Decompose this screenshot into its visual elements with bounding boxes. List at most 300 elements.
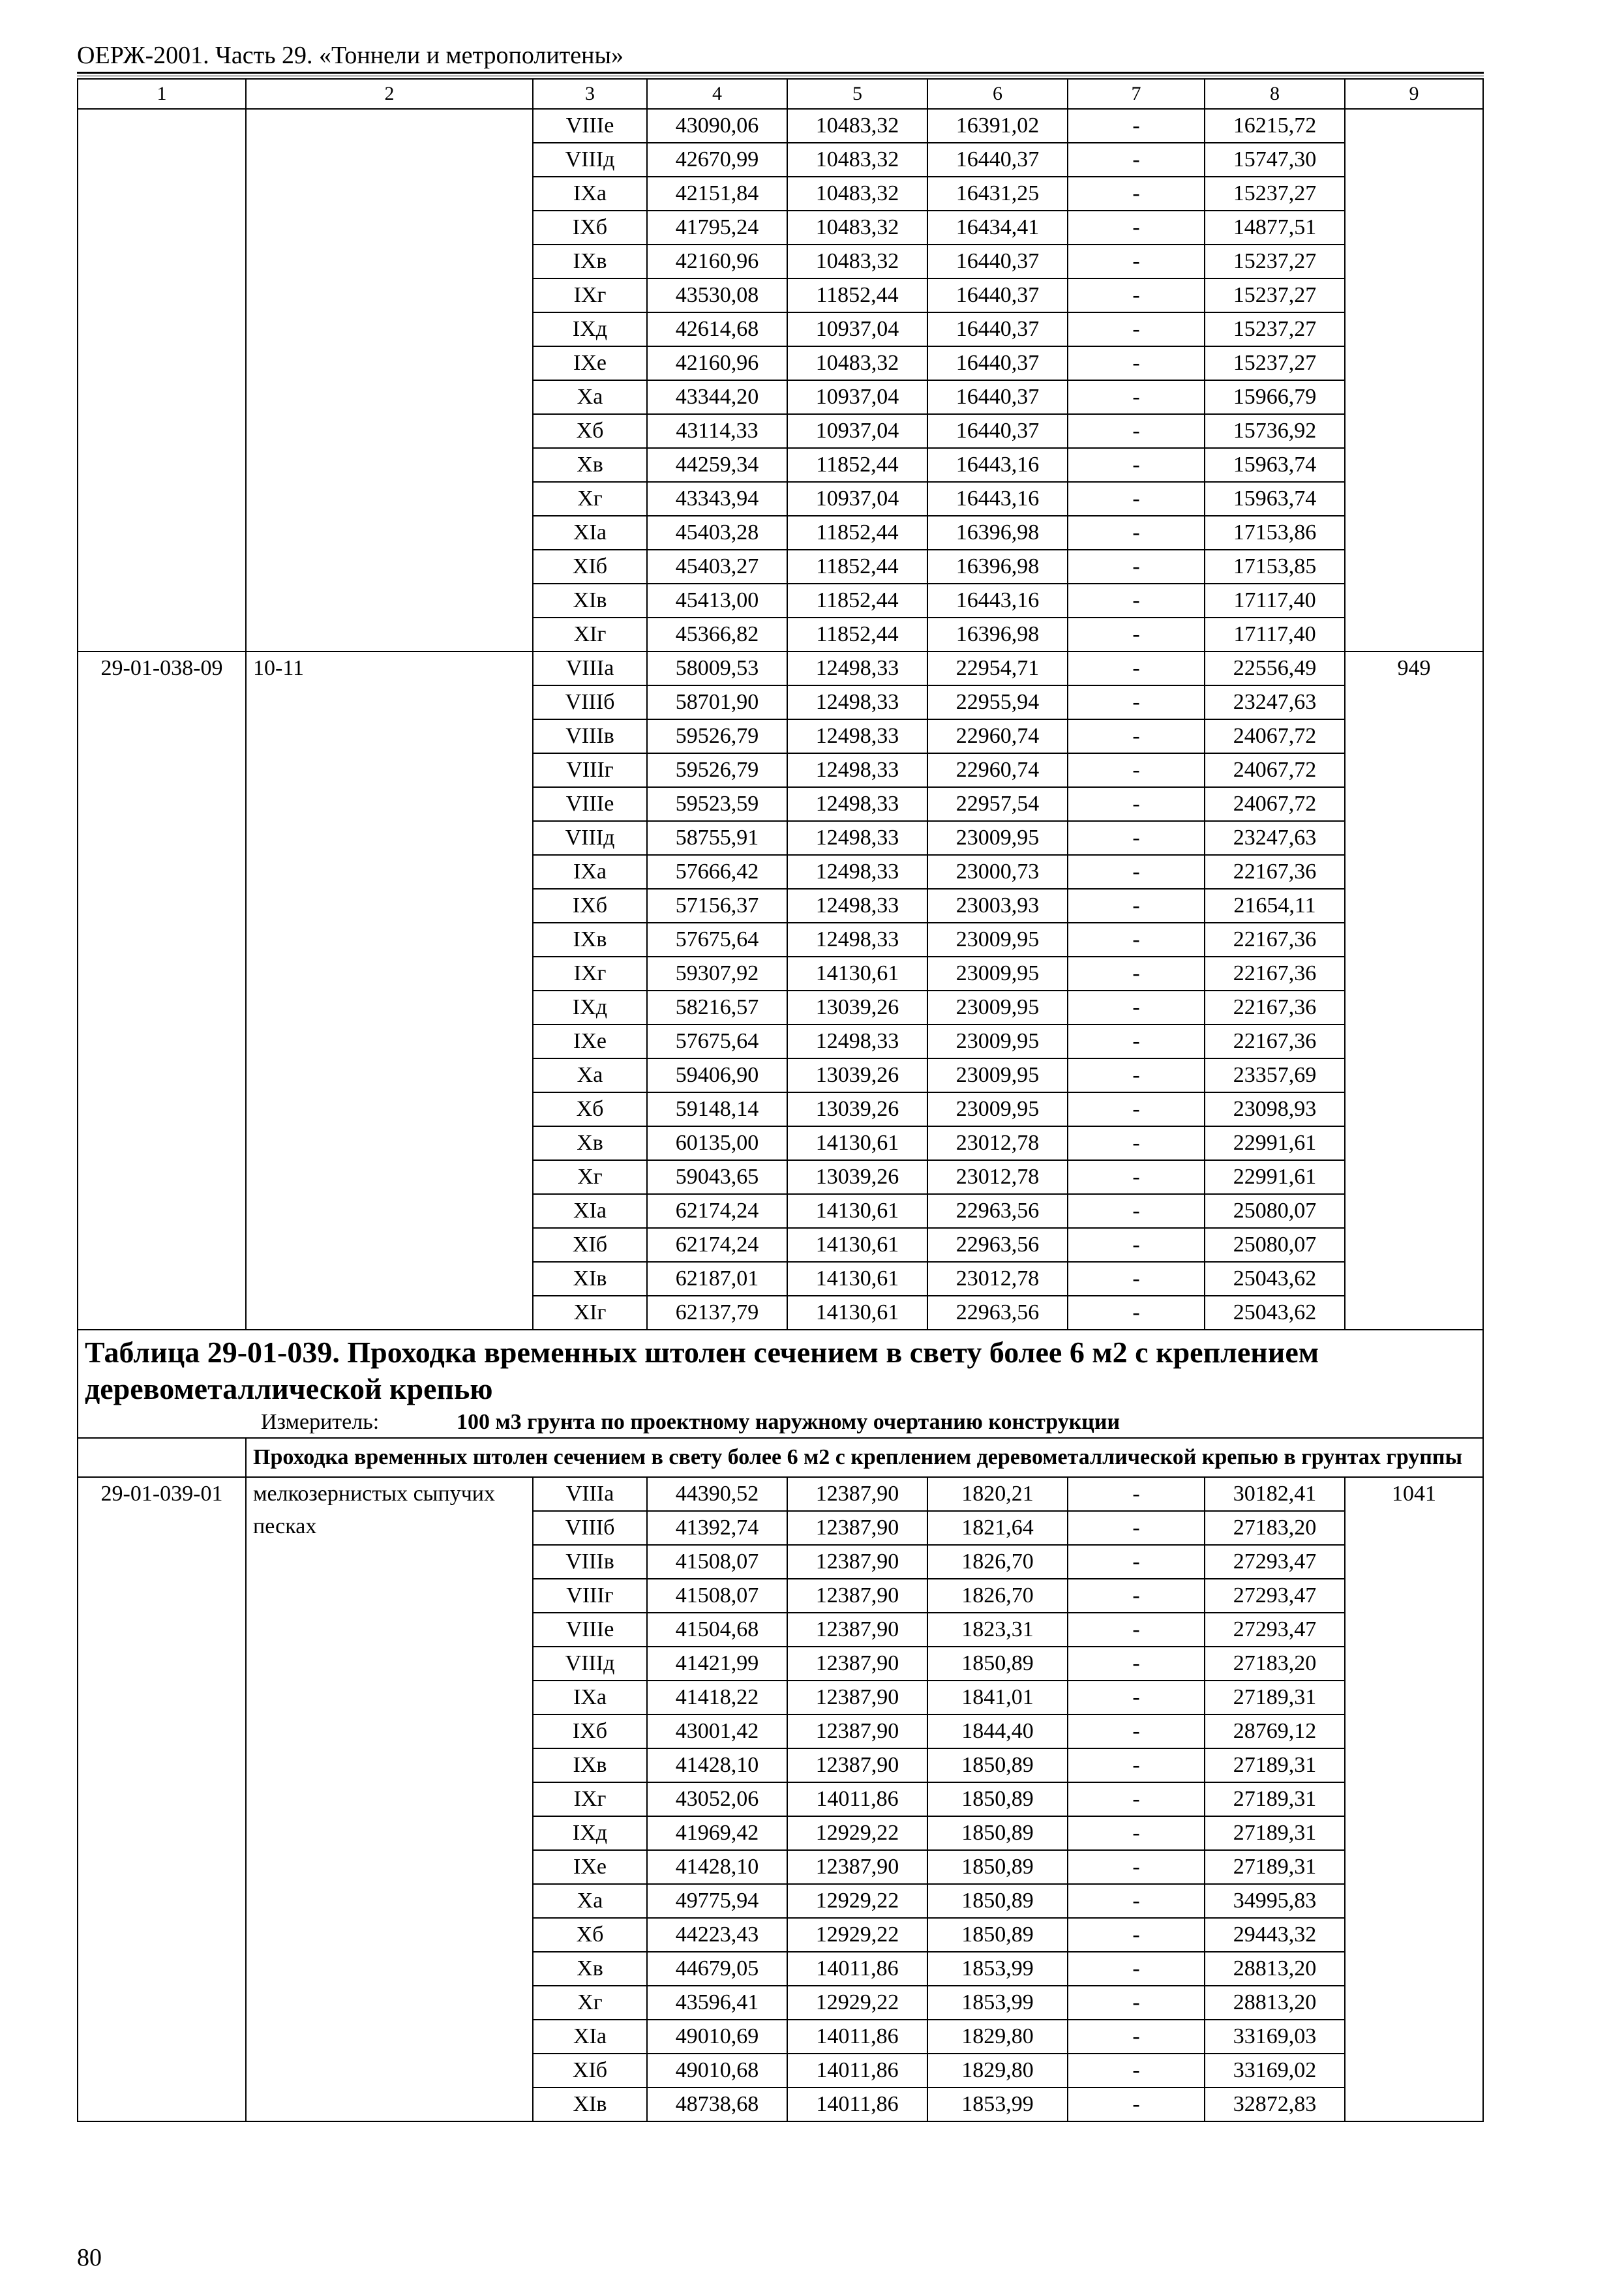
value-cell: 16440,37 xyxy=(927,346,1068,380)
table-title-cell xyxy=(78,1330,1483,1438)
soil-group: VIIIе xyxy=(533,787,647,821)
value-cell: 15963,74 xyxy=(1205,448,1345,482)
value-cell: 43090,06 xyxy=(647,109,787,143)
column-number: 1 xyxy=(78,79,246,109)
value-cell: 10483,32 xyxy=(787,177,927,211)
value-cell: 62137,79 xyxy=(647,1296,787,1330)
value-cell: - xyxy=(1068,821,1205,855)
value-cell: 41508,07 xyxy=(647,1545,787,1579)
value-cell: - xyxy=(1068,584,1205,618)
value-cell: 23009,95 xyxy=(927,991,1068,1025)
soil-group: IXв xyxy=(533,245,647,278)
value-cell: 22963,56 xyxy=(927,1296,1068,1330)
value-cell: 15237,27 xyxy=(1205,177,1345,211)
value-cell: 1850,89 xyxy=(927,1782,1068,1816)
value-cell: 14011,86 xyxy=(787,1952,927,1986)
value-cell: - xyxy=(1068,1228,1205,1262)
value-cell: 22955,94 xyxy=(927,685,1068,719)
column-number: 4 xyxy=(647,79,787,109)
value-cell: 43001,42 xyxy=(647,1714,787,1748)
value-cell: 10937,04 xyxy=(787,380,927,414)
value-cell: 27189,31 xyxy=(1205,1816,1345,1850)
value-cell: 33169,02 xyxy=(1205,2054,1345,2087)
value-cell: 12498,33 xyxy=(787,923,927,957)
value-cell: 60135,00 xyxy=(647,1126,787,1160)
value-cell: 28813,20 xyxy=(1205,1952,1345,1986)
value-cell: - xyxy=(1068,1579,1205,1613)
value-cell: 16391,02 xyxy=(927,109,1068,143)
column-number: 6 xyxy=(927,79,1068,109)
value-cell: - xyxy=(1068,1262,1205,1296)
value-cell: 43052,06 xyxy=(647,1782,787,1816)
value-cell: - xyxy=(1068,245,1205,278)
value-cell: 14130,61 xyxy=(787,1296,927,1330)
subheading-spacer xyxy=(78,1438,246,1477)
value-cell: 12387,90 xyxy=(787,1477,927,1511)
soil-group: Xа xyxy=(533,380,647,414)
measure-line xyxy=(85,1407,1476,1437)
value-cell: 23247,63 xyxy=(1205,821,1345,855)
value-cell: 16440,37 xyxy=(927,278,1068,312)
value-cell: 22963,56 xyxy=(927,1228,1068,1262)
soil-group: XIа xyxy=(533,2020,647,2054)
value-cell: 44259,34 xyxy=(647,448,787,482)
value-cell: - xyxy=(1068,1511,1205,1545)
value-cell: 10483,32 xyxy=(787,211,927,245)
value-cell: 27189,31 xyxy=(1205,1782,1345,1816)
value-cell: 14130,61 xyxy=(787,1194,927,1228)
value-cell: - xyxy=(1068,1160,1205,1194)
value-cell: 45403,28 xyxy=(647,516,787,550)
value-cell: 32872,83 xyxy=(1205,2087,1345,2121)
value-cell: 42151,84 xyxy=(647,177,787,211)
value-cell: 12498,33 xyxy=(787,855,927,889)
value-cell: 23003,93 xyxy=(927,889,1068,923)
value-cell: 11852,44 xyxy=(787,618,927,651)
value-cell: 23009,95 xyxy=(927,1025,1068,1058)
soil-group: IXб xyxy=(533,1714,647,1748)
value-cell: - xyxy=(1068,651,1205,685)
value-cell: 23009,95 xyxy=(927,957,1068,991)
value-cell: 17153,86 xyxy=(1205,516,1345,550)
value-cell: 22167,36 xyxy=(1205,1025,1345,1058)
value-cell: 12387,90 xyxy=(787,1850,927,1884)
subheading-row xyxy=(78,1438,1483,1477)
value-cell: 62187,01 xyxy=(647,1262,787,1296)
value-cell: 1853,99 xyxy=(927,1986,1068,2020)
soil-group: IXа xyxy=(533,855,647,889)
value-cell: 16440,37 xyxy=(927,414,1068,448)
soil-group: Xг xyxy=(533,1160,647,1194)
value-cell: 1850,89 xyxy=(927,1647,1068,1681)
value-cell: 23012,78 xyxy=(927,1126,1068,1160)
value-cell: 12387,90 xyxy=(787,1748,927,1782)
value-cell: 14130,61 xyxy=(787,1126,927,1160)
value-cell: - xyxy=(1068,753,1205,787)
soil-group: IXа xyxy=(533,177,647,211)
value-cell: 41392,74 xyxy=(647,1511,787,1545)
value-cell: 27189,31 xyxy=(1205,1748,1345,1782)
value-cell: 45403,27 xyxy=(647,550,787,584)
column-9-empty xyxy=(1345,109,1483,651)
value-cell: 16443,16 xyxy=(927,482,1068,516)
value-cell: 11852,44 xyxy=(787,584,927,618)
value-cell: 43530,08 xyxy=(647,278,787,312)
value-cell: 57156,37 xyxy=(647,889,787,923)
value-cell: 58216,57 xyxy=(647,991,787,1025)
value-cell: - xyxy=(1068,1025,1205,1058)
measure-label: Измеритель: xyxy=(261,1410,380,1434)
value-cell: - xyxy=(1068,1850,1205,1884)
value-cell: - xyxy=(1068,1126,1205,1160)
value-cell: 23009,95 xyxy=(927,1058,1068,1092)
value-cell: 22167,36 xyxy=(1205,855,1345,889)
value-cell: 11852,44 xyxy=(787,550,927,584)
soil-group: XIа xyxy=(533,1194,647,1228)
value-cell: 28813,20 xyxy=(1205,1986,1345,2020)
value-cell: 14011,86 xyxy=(787,2054,927,2087)
value-cell: 17117,40 xyxy=(1205,584,1345,618)
value-cell: 15237,27 xyxy=(1205,346,1345,380)
soil-group: XIб xyxy=(533,550,647,584)
value-cell: 27189,31 xyxy=(1205,1681,1345,1714)
soil-group: IXд xyxy=(533,991,647,1025)
value-cell: 22167,36 xyxy=(1205,923,1345,957)
value-cell: 24067,72 xyxy=(1205,719,1345,753)
soil-group: XIа xyxy=(533,516,647,550)
value-cell: 58701,90 xyxy=(647,685,787,719)
value-cell: 22957,54 xyxy=(927,787,1068,821)
soil-group: XIб xyxy=(533,2054,647,2087)
value-cell: 13039,26 xyxy=(787,1160,927,1194)
value-cell: - xyxy=(1068,109,1205,143)
value-cell: 44679,05 xyxy=(647,1952,787,1986)
value-cell: - xyxy=(1068,312,1205,346)
table-row xyxy=(78,1477,1483,1511)
page-number: 80 xyxy=(77,2244,102,2271)
value-cell: 57675,64 xyxy=(647,1025,787,1058)
value-cell: - xyxy=(1068,346,1205,380)
value-cell: 1853,99 xyxy=(927,1952,1068,1986)
value-cell: 14877,51 xyxy=(1205,211,1345,245)
value-cell: 17117,40 xyxy=(1205,618,1345,651)
value-cell: - xyxy=(1068,1647,1205,1681)
value-cell: 10937,04 xyxy=(787,414,927,448)
value-cell: 41428,10 xyxy=(647,1850,787,1884)
value-cell: 15747,30 xyxy=(1205,143,1345,177)
value-cell: 15963,74 xyxy=(1205,482,1345,516)
column-number: 8 xyxy=(1205,79,1345,109)
value-cell: 23009,95 xyxy=(927,821,1068,855)
value-cell: 34995,83 xyxy=(1205,1884,1345,1918)
soil-group: IXе xyxy=(533,1025,647,1058)
value-cell: 14130,61 xyxy=(787,1262,927,1296)
value-cell: 41508,07 xyxy=(647,1579,787,1613)
soil-group: VIIIв xyxy=(533,719,647,753)
value-cell: 12498,33 xyxy=(787,821,927,855)
value-cell: 44223,43 xyxy=(647,1918,787,1952)
value-cell: - xyxy=(1068,550,1205,584)
value-cell: 16396,98 xyxy=(927,550,1068,584)
value-cell: 10483,32 xyxy=(787,245,927,278)
value-cell: 16434,41 xyxy=(927,211,1068,245)
value-cell: 49010,69 xyxy=(647,2020,787,2054)
value-cell: 22960,74 xyxy=(927,753,1068,787)
value-cell: 16443,16 xyxy=(927,584,1068,618)
column-number: 5 xyxy=(787,79,927,109)
soil-group: IXг xyxy=(533,957,647,991)
value-cell: 1850,89 xyxy=(927,1884,1068,1918)
value-cell: 41418,22 xyxy=(647,1681,787,1714)
value-cell: 10937,04 xyxy=(787,312,927,346)
value-cell: 1829,80 xyxy=(927,2020,1068,2054)
value-cell: 59526,79 xyxy=(647,753,787,787)
soil-group: VIIIд xyxy=(533,821,647,855)
column-number: 7 xyxy=(1068,79,1205,109)
soil-group: Xв xyxy=(533,1126,647,1160)
value-cell: 1850,89 xyxy=(927,1918,1068,1952)
value-cell: 10483,32 xyxy=(787,346,927,380)
value-cell: 23009,95 xyxy=(927,1092,1068,1126)
soil-group: XIв xyxy=(533,584,647,618)
value-cell: 12498,33 xyxy=(787,753,927,787)
value-cell: 22991,61 xyxy=(1205,1160,1345,1194)
soil-group: Xб xyxy=(533,414,647,448)
value-cell: 15237,27 xyxy=(1205,278,1345,312)
value-cell: 41504,68 xyxy=(647,1613,787,1647)
value-cell: 1823,31 xyxy=(927,1613,1068,1647)
value-cell: 23009,95 xyxy=(927,923,1068,957)
value-cell: - xyxy=(1068,482,1205,516)
value-cell: 24067,72 xyxy=(1205,787,1345,821)
value-cell: 16440,37 xyxy=(927,143,1068,177)
value-cell: 49775,94 xyxy=(647,1884,787,1918)
column-9-value: 1041 xyxy=(1345,1477,1483,2121)
value-cell: - xyxy=(1068,2087,1205,2121)
rate-code-empty xyxy=(78,109,246,651)
value-cell: 22954,71 xyxy=(927,651,1068,685)
value-cell: 13039,26 xyxy=(787,1058,927,1092)
value-cell: 41969,42 xyxy=(647,1816,787,1850)
value-cell: - xyxy=(1068,957,1205,991)
value-cell: - xyxy=(1068,1194,1205,1228)
value-cell: - xyxy=(1068,177,1205,211)
value-cell: 1829,80 xyxy=(927,2054,1068,2087)
subheading: Проходка временных штолен сечением в свету более 6 м2 с креплением деревометаллической крепью в грунтах группы xyxy=(246,1438,1483,1477)
value-cell: 12929,22 xyxy=(787,1816,927,1850)
rate-name: мелкозернистых сыпучих песках xyxy=(246,1477,533,2121)
value-cell: 27293,47 xyxy=(1205,1545,1345,1579)
rate-code: 29-01-039-01 xyxy=(78,1477,246,2121)
value-cell: 12387,90 xyxy=(787,1545,927,1579)
value-cell: 45413,00 xyxy=(647,584,787,618)
soil-group: IXг xyxy=(533,1782,647,1816)
value-cell: 16440,37 xyxy=(927,245,1068,278)
value-cell: 23098,93 xyxy=(1205,1092,1345,1126)
soil-group: Xа xyxy=(533,1058,647,1092)
value-cell: 14011,86 xyxy=(787,2087,927,2121)
soil-group: VIIIе xyxy=(533,109,647,143)
value-cell: 1850,89 xyxy=(927,1748,1068,1782)
value-cell: - xyxy=(1068,143,1205,177)
soil-group: XIв xyxy=(533,2087,647,2121)
value-cell: 12498,33 xyxy=(787,787,927,821)
value-cell: 43596,41 xyxy=(647,1986,787,2020)
value-cell: - xyxy=(1068,516,1205,550)
value-cell: 1844,40 xyxy=(927,1714,1068,1748)
value-cell: 44390,52 xyxy=(647,1477,787,1511)
value-cell: - xyxy=(1068,2020,1205,2054)
value-cell: 62174,24 xyxy=(647,1228,787,1262)
soil-group: VIIIг xyxy=(533,1579,647,1613)
value-cell: 58755,91 xyxy=(647,821,787,855)
value-cell: - xyxy=(1068,889,1205,923)
value-cell: - xyxy=(1068,991,1205,1025)
value-cell: 11852,44 xyxy=(787,278,927,312)
value-cell: - xyxy=(1068,923,1205,957)
value-cell: 12929,22 xyxy=(787,1918,927,1952)
value-cell: - xyxy=(1068,1986,1205,2020)
value-cell: 59307,92 xyxy=(647,957,787,991)
value-cell: - xyxy=(1068,855,1205,889)
value-cell: 42160,96 xyxy=(647,245,787,278)
value-cell: - xyxy=(1068,1296,1205,1330)
value-cell: 12498,33 xyxy=(787,651,927,685)
value-cell: - xyxy=(1068,380,1205,414)
soil-group: VIIIв xyxy=(533,1545,647,1579)
value-cell: 1841,01 xyxy=(927,1681,1068,1714)
value-cell: 13039,26 xyxy=(787,1092,927,1126)
value-cell: - xyxy=(1068,1884,1205,1918)
soil-group: IXд xyxy=(533,1816,647,1850)
value-cell: 1850,89 xyxy=(927,1816,1068,1850)
value-cell: 16443,16 xyxy=(927,448,1068,482)
value-cell: 12387,90 xyxy=(787,1647,927,1681)
soil-group: Xб xyxy=(533,1092,647,1126)
value-cell: - xyxy=(1068,448,1205,482)
page-header: ОЕРЖ-2001. Часть 29. «Тоннели и метрополитены» xyxy=(77,42,624,69)
value-cell: 42614,68 xyxy=(647,312,787,346)
value-cell: - xyxy=(1068,414,1205,448)
value-cell: 1826,70 xyxy=(927,1545,1068,1579)
soil-group: Xб xyxy=(533,1918,647,1952)
value-cell: 27293,47 xyxy=(1205,1579,1345,1613)
value-cell: 22963,56 xyxy=(927,1194,1068,1228)
value-cell: - xyxy=(1068,1782,1205,1816)
soil-group: IXд xyxy=(533,312,647,346)
value-cell: 43343,94 xyxy=(647,482,787,516)
soil-group: XIб xyxy=(533,1228,647,1262)
value-cell: 12498,33 xyxy=(787,685,927,719)
value-cell: 43114,33 xyxy=(647,414,787,448)
value-cell: 25043,62 xyxy=(1205,1296,1345,1330)
value-cell: 62174,24 xyxy=(647,1194,787,1228)
soil-group: Xв xyxy=(533,1952,647,1986)
value-cell: - xyxy=(1068,1477,1205,1511)
value-cell: - xyxy=(1068,719,1205,753)
value-cell: 10483,32 xyxy=(787,109,927,143)
value-cell: - xyxy=(1068,211,1205,245)
value-cell: 15237,27 xyxy=(1205,245,1345,278)
soil-group: VIIIа xyxy=(533,1477,647,1511)
header-rule-top xyxy=(77,72,1484,74)
value-cell: - xyxy=(1068,1952,1205,1986)
soil-group: Xг xyxy=(533,1986,647,2020)
value-cell: 14130,61 xyxy=(787,1228,927,1262)
value-cell: 10483,32 xyxy=(787,143,927,177)
value-cell: 28769,12 xyxy=(1205,1714,1345,1748)
measure-value: 100 м3 грунта по проектному наружному очертанию конструкции xyxy=(457,1410,1120,1434)
value-cell: 12387,90 xyxy=(787,1613,927,1647)
rate-name: 10-11 xyxy=(246,651,533,1330)
value-cell: 15237,27 xyxy=(1205,312,1345,346)
value-cell: 42160,96 xyxy=(647,346,787,380)
value-cell: - xyxy=(1068,1681,1205,1714)
soil-group: VIIIе xyxy=(533,1613,647,1647)
value-cell: 23000,73 xyxy=(927,855,1068,889)
value-cell: 59043,65 xyxy=(647,1160,787,1194)
value-cell: 59148,14 xyxy=(647,1092,787,1126)
value-cell: 23247,63 xyxy=(1205,685,1345,719)
column-number: 3 xyxy=(533,79,647,109)
value-cell: 30182,41 xyxy=(1205,1477,1345,1511)
value-cell: 58009,53 xyxy=(647,651,787,685)
value-cell: 22556,49 xyxy=(1205,651,1345,685)
value-cell: 23357,69 xyxy=(1205,1058,1345,1092)
value-cell: 27189,31 xyxy=(1205,1850,1345,1884)
soil-group: XIг xyxy=(533,618,647,651)
column-number-row xyxy=(78,79,1483,109)
value-cell: 10937,04 xyxy=(787,482,927,516)
value-cell: 27183,20 xyxy=(1205,1647,1345,1681)
value-cell: 16431,25 xyxy=(927,177,1068,211)
soil-group: Xв xyxy=(533,448,647,482)
value-cell: 16440,37 xyxy=(927,380,1068,414)
value-cell: 59406,90 xyxy=(647,1058,787,1092)
soil-group: IXв xyxy=(533,1748,647,1782)
value-cell: 14130,61 xyxy=(787,957,927,991)
value-cell: - xyxy=(1068,1545,1205,1579)
value-cell: 42670,99 xyxy=(647,143,787,177)
value-cell: 29443,32 xyxy=(1205,1918,1345,1952)
value-cell: 48738,68 xyxy=(647,2087,787,2121)
soil-group: IXа xyxy=(533,1681,647,1714)
soil-group: IXе xyxy=(533,346,647,380)
value-cell: 23012,78 xyxy=(927,1160,1068,1194)
soil-group: IXб xyxy=(533,211,647,245)
column-9-value: 949 xyxy=(1345,651,1483,1330)
soil-group: IXе xyxy=(533,1850,647,1884)
table-title-row xyxy=(78,1330,1483,1438)
value-cell: 27183,20 xyxy=(1205,1511,1345,1545)
soil-group: IXб xyxy=(533,889,647,923)
value-cell: 1850,89 xyxy=(927,1850,1068,1884)
soil-group: VIIIа xyxy=(533,651,647,685)
value-cell: - xyxy=(1068,618,1205,651)
value-cell: 23012,78 xyxy=(927,1262,1068,1296)
value-cell: 57666,42 xyxy=(647,855,787,889)
value-cell: 12929,22 xyxy=(787,1986,927,2020)
soil-group: VIIIд xyxy=(533,143,647,177)
value-cell: 59526,79 xyxy=(647,719,787,753)
soil-group: IXв xyxy=(533,923,647,957)
value-cell: - xyxy=(1068,278,1205,312)
value-cell: 21654,11 xyxy=(1205,889,1345,923)
soil-group: VIIIб xyxy=(533,1511,647,1545)
value-cell: 16396,98 xyxy=(927,516,1068,550)
value-cell: 25080,07 xyxy=(1205,1228,1345,1262)
value-cell: - xyxy=(1068,1918,1205,1952)
